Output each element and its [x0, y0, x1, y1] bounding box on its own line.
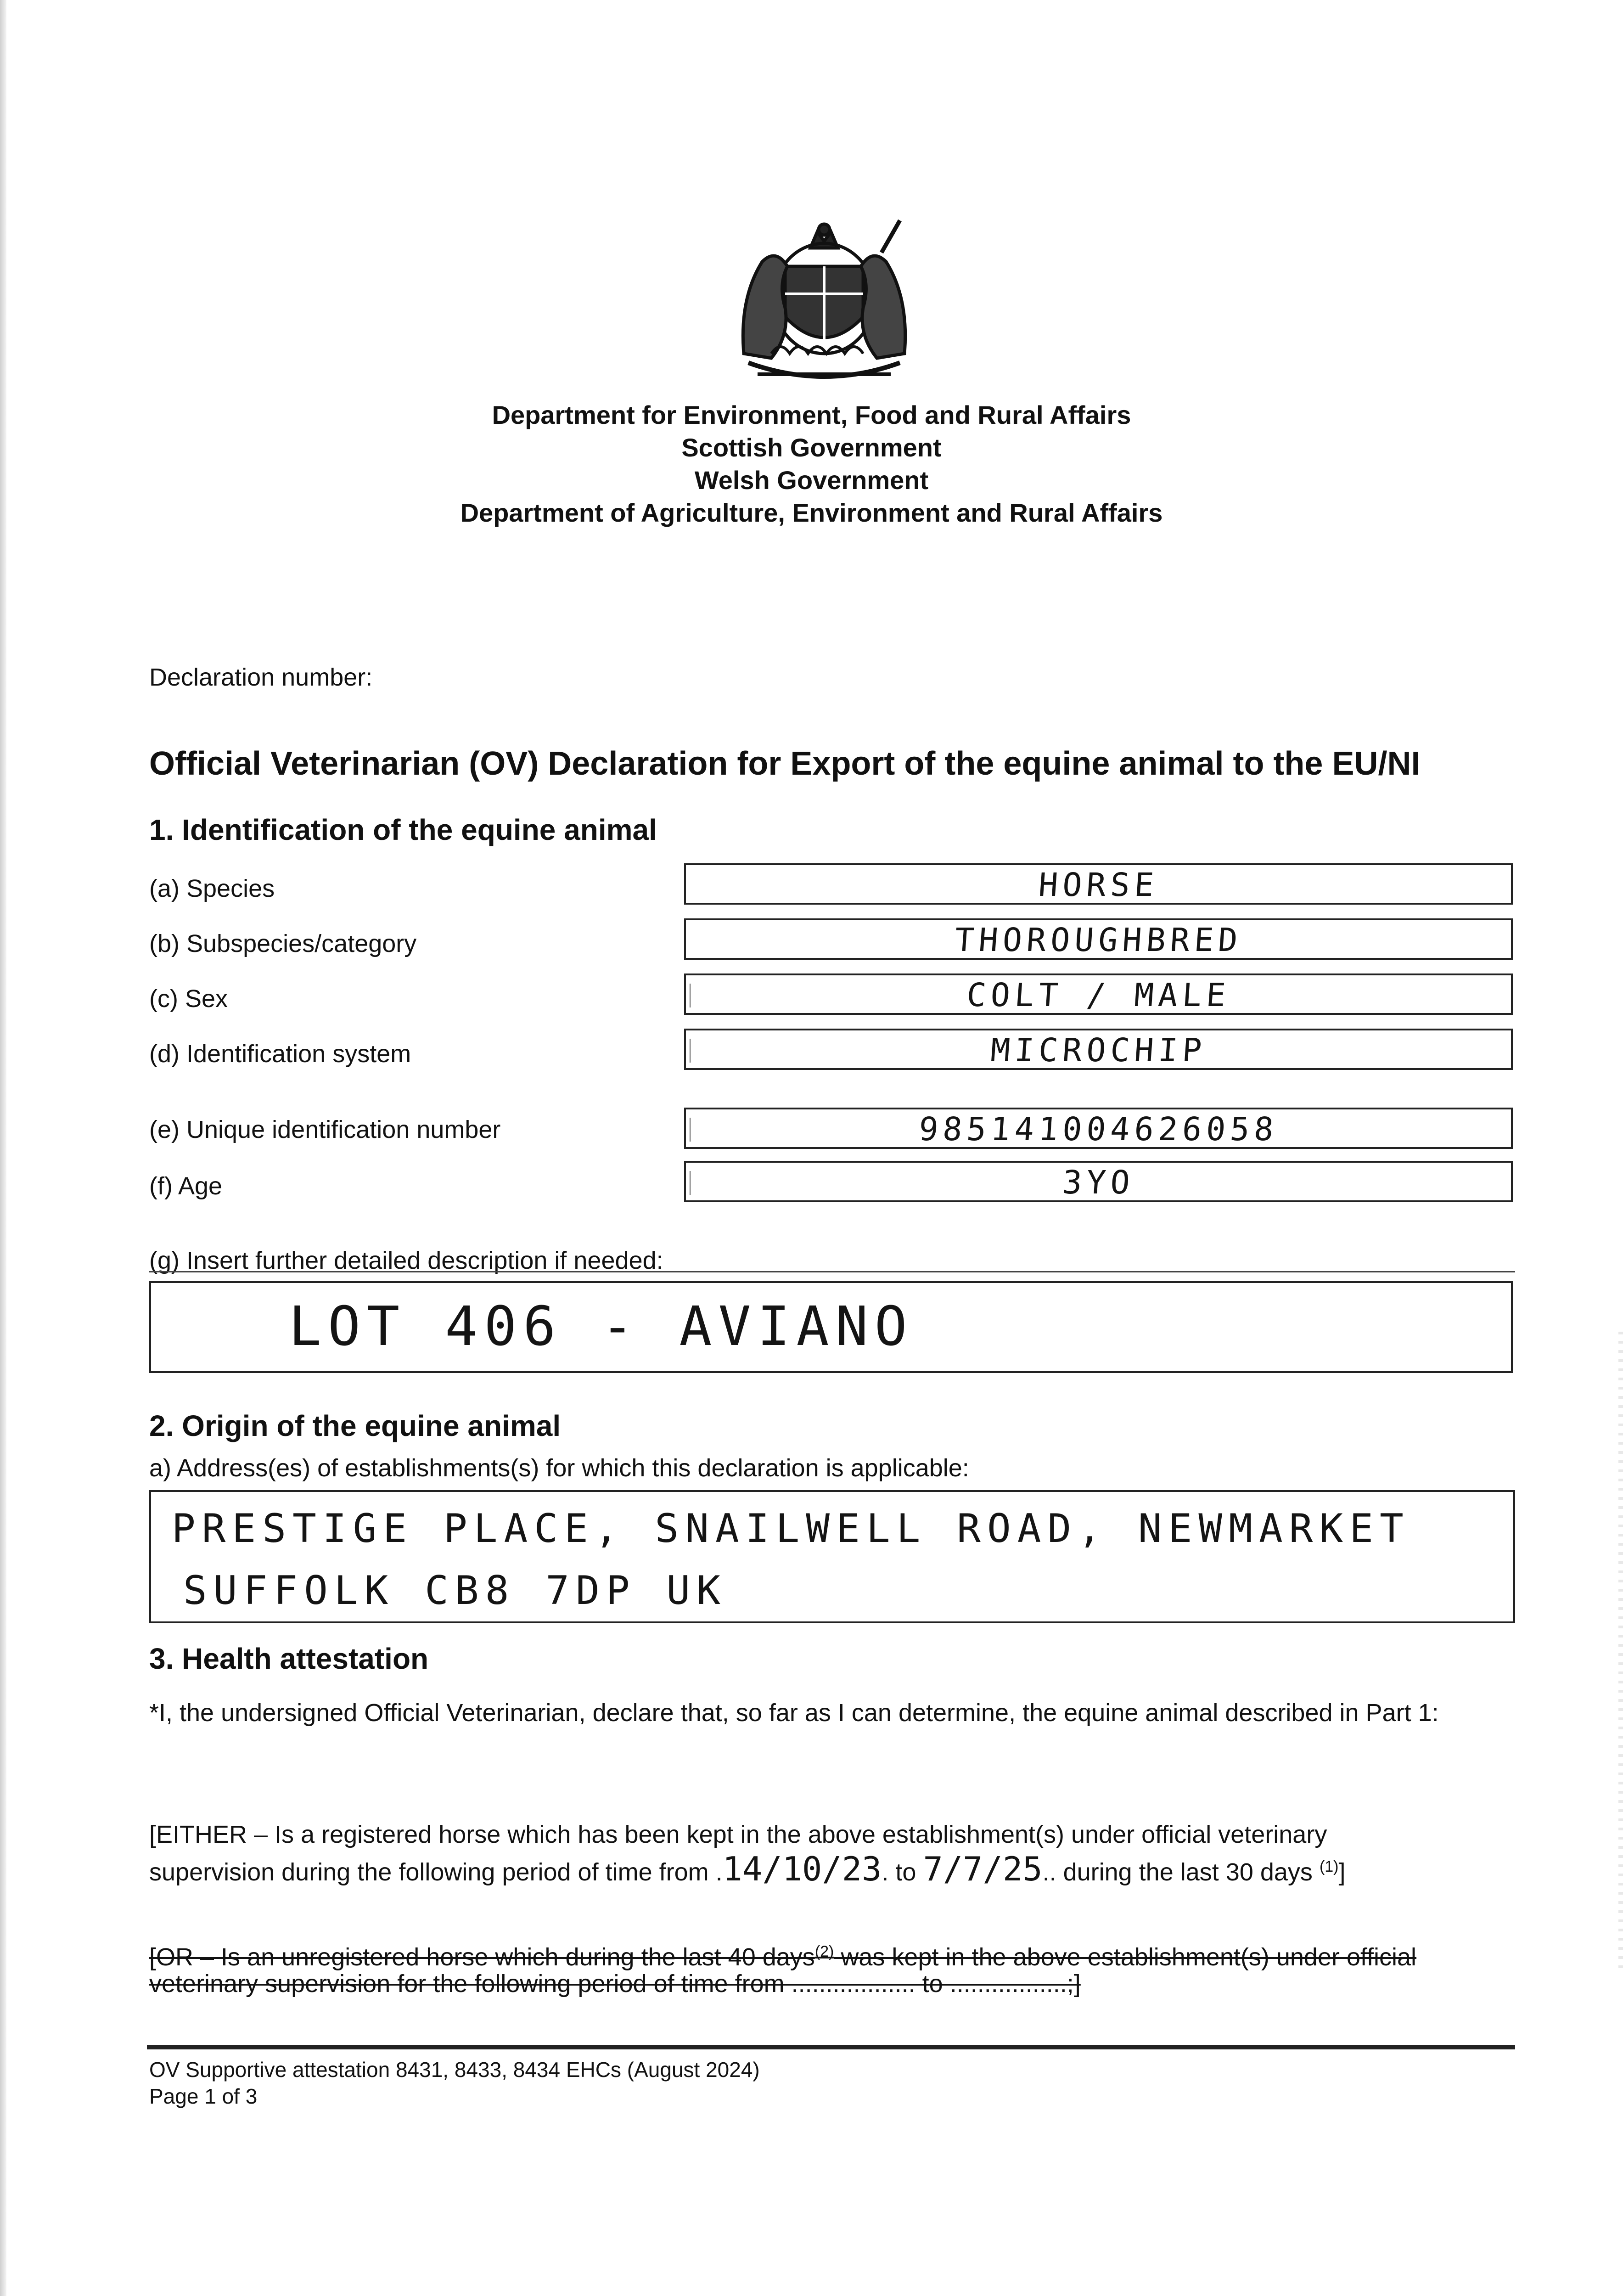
either-period: [149, 1851, 1346, 1888]
footer-reference: OV Supportive attestation 8431, 8433, 8434 EHCs (August 2024): [149, 2058, 760, 2082]
divider: [149, 1271, 1515, 1272]
either-text: supervision during the following period of time from .: [149, 1858, 723, 1886]
field-label: (c) Sex: [149, 985, 228, 1013]
field-value: 3YO: [1061, 1164, 1136, 1201]
field-label: (a) Species: [149, 875, 275, 902]
further-description-label: (g) Insert further detailed description if needed:: [149, 1247, 663, 1274]
age-field[interactable]: [684, 1161, 1513, 1202]
field-value: 985141004626058: [917, 1110, 1280, 1148]
attestation-intro: *I, the undersigned Official Veterinarian, declare that, so far as I can determine, the equine animal described in Part 1:: [149, 1699, 1439, 1727]
royal-coat-of-arms-icon: [716, 216, 932, 390]
field-label: (d) Identification system: [149, 1040, 411, 1068]
either-text: ]: [1338, 1858, 1346, 1886]
or-text: was kept in the above establishment(s) under official: [834, 1943, 1417, 1971]
declaration-number-label: Declaration number:: [149, 664, 373, 691]
section-subheading: a) Address(es) of establishments(s) for which this declaration is applicable:: [149, 1454, 969, 1482]
to-date[interactable]: 7/7/25: [923, 1850, 1043, 1888]
section-heading: 3. Health attestation: [149, 1642, 429, 1675]
further-description-field[interactable]: [149, 1281, 1513, 1373]
field-label: (e) Unique identification number: [149, 1116, 501, 1143]
page-number: Page 1 of 3: [149, 2084, 258, 2108]
species-field[interactable]: [684, 863, 1513, 905]
section-heading: 1. Identification of the equine animal: [149, 813, 657, 846]
or-statement: veterinary supervision for the following period of time from .................. to .................;]: [149, 1970, 1081, 1998]
department-name: Welsh Government: [694, 466, 929, 495]
field-value: COLT / MALE: [965, 976, 1232, 1014]
field-value: HORSE: [1037, 866, 1160, 904]
field-label: (f) Age: [149, 1172, 223, 1200]
address-line: PRESTIGE PLACE, SNAILWELL ROAD, NEWMARKET: [172, 1506, 1410, 1552]
section-heading: 2. Origin of the equine animal: [149, 1409, 561, 1442]
identification-system-field[interactable]: [684, 1029, 1513, 1070]
field-value: MICROCHIP: [989, 1031, 1208, 1069]
either-text: .. during the last 30 days: [1042, 1858, 1313, 1886]
field-label: (b) Subspecies/category: [149, 930, 417, 957]
footnote-ref: (2): [814, 1943, 834, 1960]
department-name: Department of Agriculture, Environment and Rural Affairs: [460, 498, 1163, 527]
scan-edge: [0, 0, 6, 2296]
footnote-ref: (1): [1319, 1858, 1339, 1875]
department-name: Scottish Government: [681, 433, 942, 462]
address-line: SUFFOLK CB8 7DP UK: [183, 1568, 727, 1614]
address-field[interactable]: [149, 1490, 1515, 1623]
unique-id-field[interactable]: [684, 1108, 1513, 1149]
either-text: . to: [882, 1858, 916, 1886]
from-date[interactable]: 14/10/23: [722, 1850, 882, 1888]
sex-field[interactable]: [684, 974, 1513, 1015]
field-value: LOT 406 - AVIANO: [289, 1294, 914, 1358]
footer-divider: [147, 2045, 1515, 2049]
subspecies-field[interactable]: [684, 918, 1513, 960]
department-name: Department for Environment, Food and Rural Affairs: [492, 400, 1131, 429]
field-value: THOROUGHBRED: [953, 921, 1244, 959]
or-text: [OR – Is an unregistered horse which during the last 40 days: [149, 1943, 815, 1971]
scan-edge: [1618, 1332, 1623, 1975]
page-title: Official Veterinarian (OV) Declaration for Export of the equine animal to the EU/NI: [149, 745, 1421, 782]
either-statement: [EITHER – Is a registered horse which has been kept in the above establishment(s) under official veterinary: [149, 1821, 1327, 1848]
